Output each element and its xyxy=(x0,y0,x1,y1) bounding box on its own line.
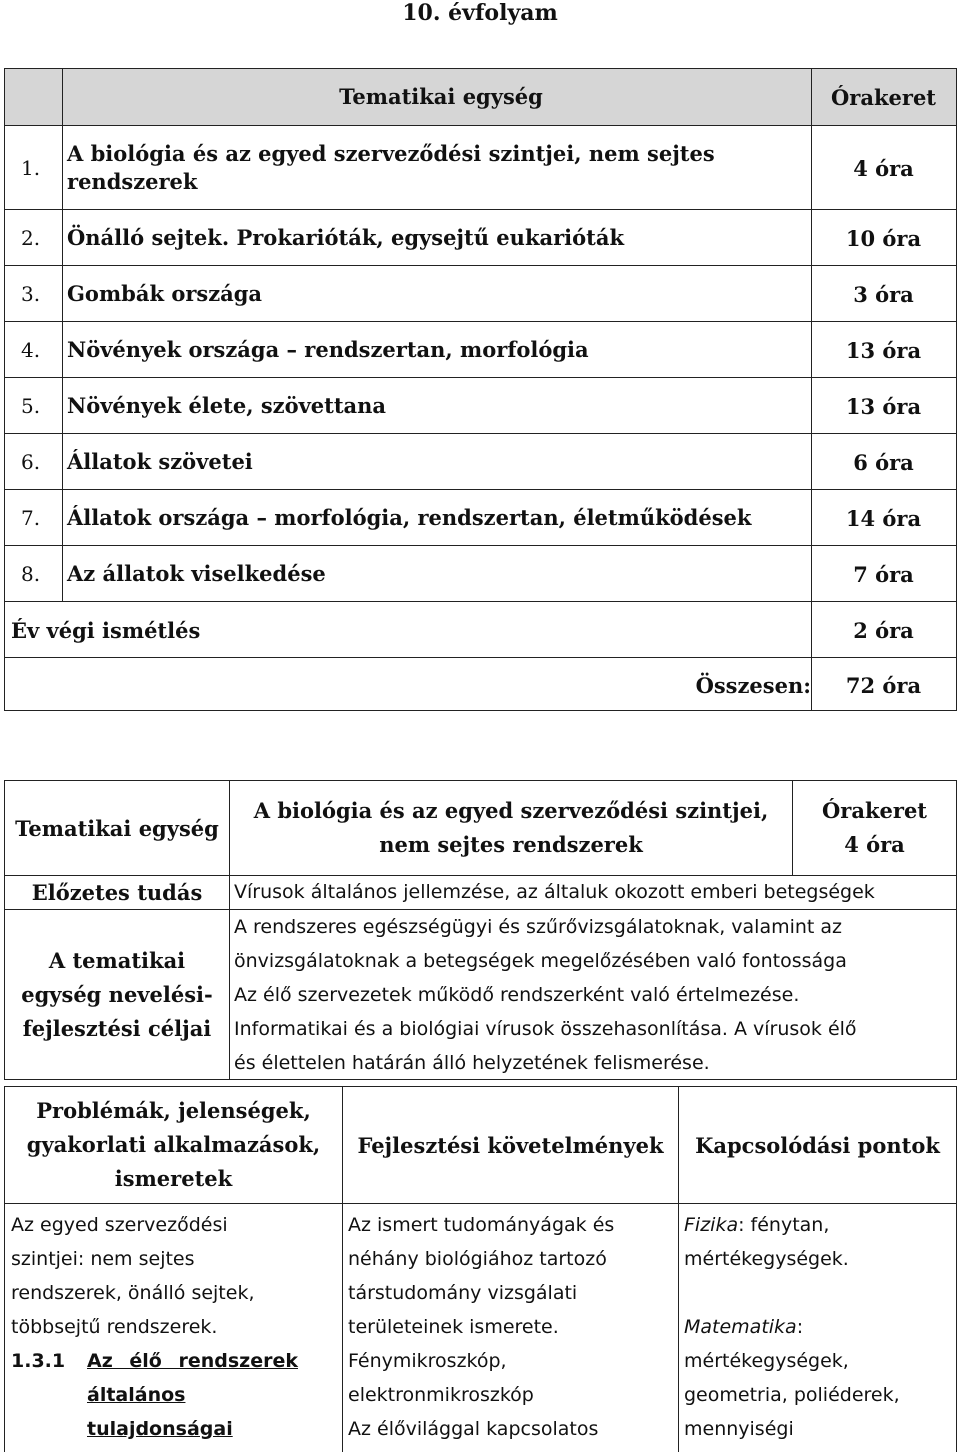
goals-label-line: egység nevelési- xyxy=(21,981,213,1007)
row-title: Önálló sejtek. Prokarióták, egysejtű eukarióták xyxy=(67,225,625,250)
col1-header-line: gyakorlati alkalmazások, xyxy=(26,1132,321,1157)
unit-title-line: A biológia és az egyed szerveződési szintjei, xyxy=(253,798,769,823)
section-title-line: általános xyxy=(87,1384,186,1406)
total-hours: 72 óra xyxy=(845,672,922,698)
goals-line: A rendszeres egészségügyi és szűrővizsgálatoknak, valamint az xyxy=(234,916,843,938)
col2-header xyxy=(342,1086,679,1204)
col2-line: társtudomány vizsgálati xyxy=(348,1282,578,1304)
math-colon: : xyxy=(796,1316,804,1338)
unit-hours-cell xyxy=(792,780,957,876)
row-title: Állatok szövetei xyxy=(67,449,253,474)
unit-label-cell xyxy=(4,780,230,876)
col1-line: szintjei: nem sejtes xyxy=(11,1248,195,1270)
math-line xyxy=(684,1310,950,1344)
page-heading: 10. évfolyam xyxy=(402,0,558,26)
col2-line: elektronmikroszkóp xyxy=(348,1384,534,1406)
col1-content xyxy=(4,1203,343,1452)
col1-line: rendszerek, önálló sejtek, xyxy=(11,1282,255,1304)
col1-line: Az egyed szerveződési xyxy=(11,1214,228,1236)
math-topic-line: geometria, poliéderek, xyxy=(684,1384,900,1406)
goals-label-cell xyxy=(4,909,230,1080)
divider xyxy=(811,69,812,711)
row-title: Az állatok viselkedése xyxy=(67,561,326,586)
col1-line: többsejtű rendszerek. xyxy=(11,1316,218,1338)
review-hours: 2 óra xyxy=(853,617,914,643)
divider xyxy=(62,69,63,601)
section-number: 1.3.1 xyxy=(11,1350,66,1372)
row-number: 4. xyxy=(21,338,41,362)
section-title-line: tulajdonságai xyxy=(87,1418,233,1440)
row-hours: 13 óra xyxy=(845,393,922,419)
math-subject: Matematika xyxy=(684,1316,797,1338)
table-row xyxy=(5,321,956,378)
col1-header-line: Problémák, jelenségek, xyxy=(36,1098,311,1123)
section-heading xyxy=(11,1344,336,1446)
unit-title-line: nem sejtes rendszerek xyxy=(379,832,643,857)
physics-line-2: mértékegységek. xyxy=(684,1248,849,1270)
table-row xyxy=(5,433,956,490)
goals-line: önvizsgálatoknak a betegségek megelőzésében való fontossága xyxy=(234,950,847,972)
col1-header-line: ismeretek xyxy=(114,1166,233,1191)
goals-label-line: fejlesztési céljai xyxy=(22,1015,212,1041)
section-title-line: Az élő rendszerek xyxy=(87,1350,298,1372)
col1-header xyxy=(4,1086,343,1204)
overview-header-hours: Órakeret xyxy=(831,84,936,110)
total-label: Összesen: xyxy=(695,672,811,698)
row-number: 8. xyxy=(21,562,41,586)
col2-content xyxy=(342,1203,679,1452)
goals-line: Az élő szervezetek működő rendszerként való értelmezése. xyxy=(234,984,800,1006)
col2-line: Az ismert tudományágak és xyxy=(348,1214,615,1236)
goals-line: és élettelen határán álló helyzetének felismerése. xyxy=(234,1052,710,1074)
table-row xyxy=(5,209,956,266)
col2-line: területeinek ismerete. xyxy=(348,1316,559,1338)
row-number: 5. xyxy=(21,394,41,418)
row-title: Növények élete, szövettana xyxy=(67,393,387,418)
row-number: 3. xyxy=(21,282,41,306)
col2-header-label: Fejlesztési követelmények xyxy=(357,1132,664,1158)
prior-text-cell xyxy=(229,875,957,910)
row-title: A biológia és az egyed szerveződési szintjei, nem sejtes rendszerek xyxy=(67,141,715,194)
row-hours: 10 óra xyxy=(845,225,922,251)
table-row xyxy=(5,265,956,322)
review-label: Év végi ismétlés xyxy=(11,617,201,643)
col3-header xyxy=(678,1086,957,1204)
col3-header-label: Kapcsolódási pontok xyxy=(695,1132,940,1158)
row-number: 7. xyxy=(21,506,41,530)
row-number: 2. xyxy=(21,226,41,250)
row-number: 1. xyxy=(21,156,41,180)
table-row xyxy=(5,377,956,434)
physics-subject: Fizika xyxy=(684,1214,739,1236)
review-row xyxy=(5,601,956,658)
row-hours: 3 óra xyxy=(853,281,914,307)
unit-label: Tematikai egység xyxy=(15,815,219,841)
table-row xyxy=(5,489,956,546)
col2-line: Az élővilággal kapcsolatos xyxy=(348,1418,599,1440)
table-row xyxy=(5,125,956,210)
unit-title-cell xyxy=(229,780,793,876)
row-title: Növények országa – rendszertan, morfológia xyxy=(67,337,589,362)
unit-hours-value: 4 óra xyxy=(844,832,905,857)
row-hours: 14 óra xyxy=(845,505,922,531)
unit-hours-label: Órakeret xyxy=(822,798,927,823)
overview-header-row xyxy=(5,69,956,125)
goals-label-line: A tematikai xyxy=(48,947,186,973)
prior-label-cell xyxy=(4,875,230,910)
goals-text-cell xyxy=(229,909,957,1080)
row-number: 6. xyxy=(21,450,41,474)
spacer xyxy=(684,1276,950,1310)
col2-line: néhány biológiához tartozó xyxy=(348,1248,607,1270)
row-title: Gombák országa xyxy=(67,281,263,306)
prior-text: Vírusok általános jellemzése, az általuk okozott emberi betegségek xyxy=(234,881,875,903)
physics-topic: : fénytan, xyxy=(738,1214,830,1236)
physics-line xyxy=(684,1208,950,1242)
table-row xyxy=(5,545,956,602)
overview-table xyxy=(4,68,957,711)
overview-header-title: Tematikai egység xyxy=(339,84,543,109)
math-topic-line: mértékegységek, xyxy=(684,1350,849,1372)
col2-line: Fénymikroszkóp, xyxy=(348,1350,507,1372)
row-hours: 13 óra xyxy=(845,337,922,363)
col3-content xyxy=(678,1203,957,1452)
math-topic-line: mennyiségi xyxy=(684,1418,794,1440)
row-hours: 7 óra xyxy=(853,561,914,587)
row-hours: 6 óra xyxy=(853,449,914,475)
prior-label: Előzetes tudás xyxy=(31,880,203,905)
row-hours: 4 óra xyxy=(853,155,914,181)
row-title: Állatok országa – morfológia, rendszertan, életműködések xyxy=(67,505,752,530)
goals-line: Informatikai és a biológiai vírusok összehasonlítása. A vírusok élő xyxy=(234,1018,857,1040)
total-row xyxy=(5,657,956,712)
